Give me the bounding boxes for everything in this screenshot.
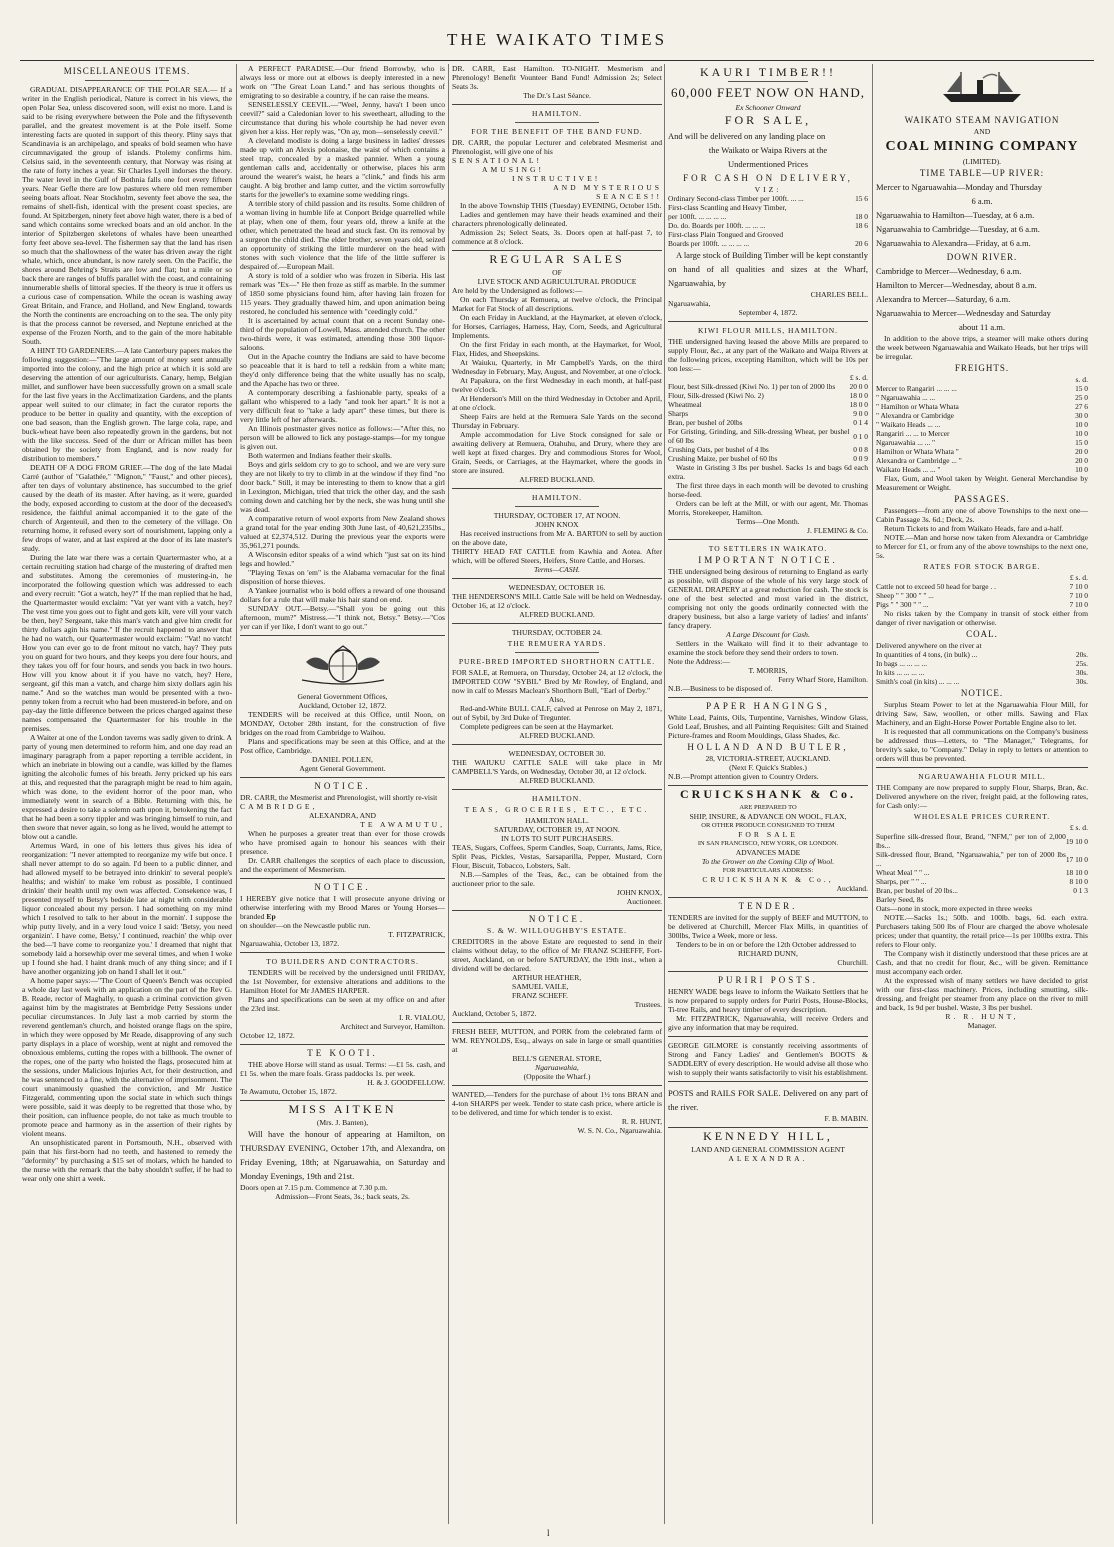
ad-subheading: HAMILTON HALL. xyxy=(525,816,589,825)
notice-text: DR. CARR, the Mesmerist and Phrenologist, will shortly re-visit xyxy=(240,793,438,802)
company-address: (Next F. Quick's Stables.) xyxy=(729,763,807,772)
ad-text: At Henderson's Mill on the third Wednesday in October and April, at one o'clock. xyxy=(452,394,662,412)
ad-heading: FOR SALE, xyxy=(724,113,812,127)
article-paragraph: A Waiter at one of the London taverns was sadly given to drink. A party of young men determined to reform him, and one day read an imaginary paragraph from a paper reporting a terrible accident, in which an inebriate in blowing out a candle, was killed by the flames igniting the alcoholic fumes of his breath. Jerry pricked up his ears at this, and requested that the paragraph might be read to him again, which was done, to the evident horror of the poor man, who immediately went in search of a Bible. Returning with this, he expressed a desire to take a solemn oath upon it, betokening the fact that he had been a sorry tippler and was bringing himself to ruin, and then swore that never again, so long as he lived, would he attempt to blow out a candle. xyxy=(22,733,232,841)
timetable-row: Hamilton to Mercer—Wednesday, about 8 a.m. xyxy=(876,280,1037,290)
ad-text: Return Tickets to and from Waikato Heads, fare and a-half. xyxy=(884,524,1064,533)
ad-heading: OF xyxy=(552,268,562,277)
ad-text: Ladies and gentlemen may have their heads examined and their characters phrenologically delineated. xyxy=(452,210,662,228)
section-heading: COAL. xyxy=(966,629,998,639)
company-name: HOLLAND AND BUTLER, xyxy=(687,742,849,752)
company-name: COAL MINING COMPANY xyxy=(885,139,1079,154)
ad-heading: PURIRI POSTS. xyxy=(717,975,819,985)
table-header: £ s. d. xyxy=(1069,573,1088,582)
column-five xyxy=(876,64,1088,1524)
ad-heading: REGULAR SALES xyxy=(489,252,625,266)
column-divider xyxy=(872,64,873,1524)
table-row: Silk-dressed flour, Brand, "Ngaruawahia," per ton of 2000 lbs ... 17 10 0 xyxy=(876,850,1088,868)
table-row: " Ngaruawahia ... ... 25 0 xyxy=(876,393,1088,402)
table-row: Mercer to Rangariri ... ... ... 15 0 xyxy=(876,384,1088,393)
table-row: Do. do. Boards per 100ft. ... ... ... 18 6 xyxy=(668,221,868,230)
ad-terms: Terms—CASH. xyxy=(534,565,580,574)
article-paragraph: DEATH OF A DOG FROM GRIEF.—The dog of the late Madai Carré (author of "Galathée," "Mignon," "Faust," and other pieces), after ten days of voluntary abstinence, has succumbed to the grief caused by the death of its master. After having, as it were, guarded the body, exposed according to custom at the door of the deceased's residence, the faithful animal accompanied it to the gate of the church of Argenteuil, and then to the cemetery of the village. On returning home, it refused every sort of nourishment, lapping only a few drops of water, and at last expired at the door of its late master's study. xyxy=(22,463,232,553)
ad-text: Surplus Steam Power to let at the Ngaruawahia Flour Mill, for driving Saw, Saw, woollen, or other mills. Sawing and Flax Machinery, and an Eight-Horse Power Portable Engine also to let. xyxy=(876,700,1088,727)
ad-heading: 60,000 FEET NOW ON HAND, xyxy=(671,85,865,100)
table-row: Bran, per bushel of 20 lbs... 0 1 3 xyxy=(876,886,1088,895)
ad-line: SEANCES!! xyxy=(596,192,662,201)
ad-text: Also, xyxy=(548,695,566,704)
ad-heading: TO SETTLERS IN WAIKATO. xyxy=(708,544,828,553)
ad-text: Delivered anywhere on the river at xyxy=(876,641,982,650)
ad-text: ARE PREPARED TO xyxy=(739,804,797,811)
sale-date: WEDNESDAY, OCTOBER 30. xyxy=(508,749,606,758)
ad-text: TENDERS are invited for the supply of BEEF and MUTTON, to be delivered at Churchill, Mercer Flax Mills, in quantities of 300lbs, Twice a Week, more or less. xyxy=(668,913,868,940)
place-heading: HAMILTON. xyxy=(531,109,583,118)
timetable-heading: TIME TABLE—UP RIVER: xyxy=(919,168,1045,178)
timetable-row: 6 a.m. xyxy=(971,196,993,206)
column-three xyxy=(452,64,662,1524)
timber-price-table xyxy=(668,194,868,248)
ad-text: A large stock of Building Timber will be kept constantly on hand of all qualities and sizes at the Wharf, Ngaruawahia, by xyxy=(668,250,868,288)
article-paragraph: A Yankee journalist who is bold offers a reward of one thousand dollars for a rule that will make his hair stand on end. xyxy=(240,586,445,604)
ad-text: At Papakura, on the first Wednesday in each month, at half-past twelve o'clock. xyxy=(452,376,662,394)
company-name: CRUICKSHANK & Co., xyxy=(702,875,834,884)
signature: ALFRED BUCKLAND. xyxy=(519,776,595,785)
ad-heading: MISS AITKEN xyxy=(288,1102,397,1116)
ad-heading: TENDER. xyxy=(738,901,798,911)
table-row: Bran, per bushel of 20lbs 0 1 4 xyxy=(668,418,868,427)
table-row: " Waikato Heads ... ... 10 0 xyxy=(876,420,1088,429)
sale-date: THURSDAY, OCTOBER 17, AT NOON. xyxy=(493,511,621,520)
ad-heading: TEAS, GROCERIES, ETC., ETC. xyxy=(464,805,650,814)
royal-coat-of-arms-icon xyxy=(288,642,398,686)
ad-heading: PURE-BRED IMPORTED SHORTHORN CATTLE. xyxy=(458,657,656,666)
ad-date: Auckland, October 5, 1872. xyxy=(452,1009,537,1018)
article-paragraph: It is ascertained by actual count that on a recent Sunday one-third of the population of Lowell, Mass. attended church. The other two-thirds were, it was estimated, attending those 300 liquor-saloons. xyxy=(240,316,445,352)
ad-subheading: (LIMITED). xyxy=(962,157,1002,166)
ad-text: ADVANCES MADE xyxy=(735,848,801,857)
timetable-row: Mercer to Ngaruawahia—Monday and Thursday xyxy=(876,182,1043,192)
ad-text: the Waikato or Waipa Rivers at the xyxy=(708,145,828,155)
page-mark: l xyxy=(547,1528,550,1538)
sale-date: THURSDAY, OCTOBER 24. xyxy=(511,628,603,637)
wholesale-price-table xyxy=(876,832,1088,895)
horse-brand: Ep xyxy=(266,912,276,921)
store-name: BELL'S GENERAL STORE, xyxy=(512,1054,602,1063)
table-row: First-class Plain Tongued and Grooved xyxy=(668,230,784,239)
signature-title: Manager. xyxy=(967,1021,997,1030)
ad-text: Waste in Gristing 3 lbs per bushel. Sacks 1s and bags 6d each extra. xyxy=(668,463,868,481)
ad-subheading: Ex Schooner Onward xyxy=(735,103,801,112)
table-row: Flour, Silk-dressed (Kiwi No. 2) 18 0 0 xyxy=(668,391,868,400)
tender-plans: Plans and specifications may be seen at this Office, and at the Post office, Cambridge. xyxy=(240,737,445,755)
signature: R. R. HUNT, xyxy=(945,1012,1019,1021)
ad-text: THE Company are now prepared to supply Flour, Sharps, Bran, &c. Delivered anywhere on the river, freight paid, at the following rates, for Cash only:— xyxy=(876,783,1088,810)
ad-text: Plans and specifications can be seen at my office on and after the 23rd inst. xyxy=(240,995,445,1013)
notice-date: Ngaruawahia, October 13, 1872. xyxy=(240,939,340,948)
column-divider xyxy=(664,64,665,1524)
notice-text: When he purposes a greater treat than ever for those crowds who have promised again to honour his seances with their presence. xyxy=(240,829,445,856)
ad-line: AND MYSTERIOUS xyxy=(553,183,662,192)
office-date: Auckland, October 12, 1872. xyxy=(298,701,387,710)
ad-text: Tenders to be in on or before the 12th October addressed to xyxy=(676,940,857,949)
ad-text: THE undersigned having leased the above Mills are prepared to supply Flour, &c., at any part of the Waikato and Waipa Rivers at the following prices, excepting Hamilton, which will be 10s per ton less:— xyxy=(668,337,868,373)
ad-subheading: LIVE STOCK AND AGRICULTURAL PRODUCE xyxy=(477,277,637,286)
notice-text: Dr. CARR challenges the sceptics of each place to discussion, and the experiment of Mesmerism. xyxy=(240,856,445,874)
section-heading: PASSAGES. xyxy=(954,494,1010,504)
article-paragraph: An Illinois postmaster gives notice as follows:—"After this, no person will be allowed to lick any postage-stamps—for my tongue is given out. xyxy=(240,424,445,451)
timetable-row: Ngaruawahia to Hamilton—Tuesday, at 6 a.m. xyxy=(876,210,1035,220)
ad-text: FRESH BEEF, MUTTON, and PORK from the celebrated farm of WM. REYNOLDS, Esq., always on sale in large or small quantities at xyxy=(452,1027,662,1054)
ad-text: In the above Township THIS (Tuesday) EVENING, October 15th. xyxy=(460,201,662,210)
ad-text: A Large Discount for Cash. xyxy=(726,630,810,639)
table-row: Flour, best Silk-dressed (Kiwi No. 1) per ton of 2000 lbs 20 0 0 xyxy=(668,382,868,391)
signature-title: Churchill. xyxy=(837,958,868,967)
column-four xyxy=(668,64,868,1524)
ad-text: At Waiuku, Quarterly, in Mr Campbell's Yards, on the third Wednesday in February, May, August, and November, at one o'clock. xyxy=(452,358,662,376)
ad-date: October 12, 1872. xyxy=(240,1031,295,1040)
ad-text: It is requested that all communications on the Company's business be addressed thus—Letters, to "The Manager," Telegrams, for brevity's sake, to "Company." Delay in reply to letters or attention to orders will thus be prevented. xyxy=(876,727,1088,763)
table-header: £ s. d. xyxy=(849,373,868,382)
timetable-row: Ngaruawahia to Mercer—Wednesday and Saturday xyxy=(876,308,1051,318)
ad-text: No risks taken by the Company in transit of stock either from danger of river navigation or otherwise. xyxy=(876,609,1088,627)
table-row: Wheatmeal 18 0 0 xyxy=(668,400,868,409)
article-paragraph: A HINT TO GARDENERS.—A late Canterbury papers makes the following suggestion:—"The large amount of money sent annually imported into the colony, and the high price at which it is sold are deserving the attention of our agriculturists. Canary, hemp, Belgian millet, and sunflower have been successfully grown on a small scale for the last five years in the Acclimatization Gardens, and the plants appear well suited to our climate; in fact the curator reports the produce to be better in quality and quantity, with the exception of one bad season, than the English grown. The large cola, rape, and buck-wheat have been also repeatedly grown in the gardens, but not with the like success. Seed of the durr or African millet has been obtained by the society from England, and is now ready for distribution to members." xyxy=(22,346,232,463)
ad-text: POSTS and RAILS FOR SALE. Delivered on any part of the river. xyxy=(668,1088,868,1112)
ad-line: AMUSING! xyxy=(482,165,544,174)
trustee-name: SAMUEL VAILE, xyxy=(512,982,569,991)
store-place: Ngaruawahia, xyxy=(535,1063,579,1072)
ad-text: Mr. FITZPATRICK, Ngaruawahia, will receive Orders and give any information that may be required. xyxy=(668,1014,868,1032)
signature: ALFRED BUCKLAND. xyxy=(519,475,595,484)
table-row: Wheat Meal " " ... 18 10 0 xyxy=(876,868,1088,877)
ad-text: On each Friday in Auckland, at the Haymarket, at eleven o'clock, for Horses, Carriages, Harness, Hay, Corn, Seeds, and Agricultural Implements. xyxy=(452,313,662,340)
signature-title: Ferry Wharf Store, Hamilton. xyxy=(778,675,868,684)
column-divider xyxy=(448,64,449,1524)
freight-table xyxy=(876,384,1088,474)
article-paragraph: "Playing Texas on 'em" is the Alabama vernacular for the final disposition of horse thieves. xyxy=(240,568,445,586)
table-row: Boards per 100ft. ... ... ... ... 20 6 xyxy=(668,239,868,248)
ad-text: Has received instructions from Mr A. BARTON to sell by auction on the above date, xyxy=(452,529,662,547)
ad-text: NOTE.—Man and horse now taken from Alexandra or Cambridge to Mercer for £1, or from any of the above townships to the next one, 5s. xyxy=(876,533,1088,560)
signature: T. MORRIS, xyxy=(748,666,788,675)
ad-text: On the first Friday in each month, at the Haymarket, for Wool, Flax, Hides, and Sheepskins. xyxy=(452,340,662,358)
notice-heading: NOTICE. xyxy=(314,781,371,791)
article-paragraph: A terrible story of child passion and its results. Some children of a woman living in humble life at Conport Bridge quarrelled while at play, when one of them, four years old, threw a knife at the other, which penetrated the head and stuck fast. On its removal by a surgeon the child died. The elder brother, seven years old, seized an opportunity of striking the little murderer on the head with stones with such violence that the life of the little sufferer is despaired of.—European Mail. xyxy=(240,199,445,271)
signature: F. B. MABIN. xyxy=(824,1114,868,1123)
masthead-rule xyxy=(20,60,1094,61)
coal-price-table xyxy=(876,650,1088,686)
ad-text: N.B.—Prompt attention given to Country Orders. xyxy=(668,772,819,781)
article-paragraph: Artemus Ward, in one of his letters thus gives his idea of reorganization: "I never attempted to reorganize my wife but once. I shall never attempt to do so again. I'd been to a public dinner, and had allowed myself to be betrayed into drinkin' to several people's healths; and wishin' to make 'em robust as possible, I continued drinkin' their health until my own was affected. Consekence was, I presented myself to Betsy's bedside late at night with considerable liquor concealed about my person. I had something on my mind which I resolved to talk to her about in the mornin'. I suppose the whip putty lively, and in a very loud voice I said: 'Betsy, you need organizin'. I have come, Betsy,' I continued, reachin' the whip over the bed—'I have come to reorganize you.' I dreamed that night that somebody laid a horsewhip over me several times, and when I woke up I found she had. I haint drank much of any thing since; and if I have another organizing job on hand I shall let it out." xyxy=(22,841,232,976)
place-heading: HAMILTON. xyxy=(531,493,583,502)
table-row: Sharps 9 0 0 xyxy=(668,409,868,418)
table-row: In quantities of 4 tons, (in bulk) ... 20s. xyxy=(876,650,1088,659)
table-row: Ngaruawahia ... ... " 15 0 xyxy=(876,438,1088,447)
ad-text: Are held by the Undersigned as follows:— xyxy=(452,286,583,295)
ad-text: Barley Seed, 8s xyxy=(876,895,924,904)
article-paragraph: Both watermen and Indians feather their skulls. xyxy=(248,451,393,460)
ad-text: THIRTY HEAD FAT CATTLE from Kawhia and Aotea. After which, will be offered Steers, Heifers, Store Cattle, and Horses. xyxy=(452,547,662,565)
ad-text: The Company wish it distinctly understood that these prices are at Cash, and that no credit for flour, &c., will be given. Remittance must accompany each order. xyxy=(876,949,1088,976)
article-paragraph: A comparative return of wool exports from New Zealand shows a grand total for the year ending 30th June last, of 40,621,235lbs., valued at £2,374,512. During the previous year the exports were 35,961,271 pounds. xyxy=(240,514,445,550)
stock-barge-table xyxy=(876,582,1088,609)
timetable-row: Ngaruawahia to Alexandra—Friday, at 6 a.m. xyxy=(876,238,1031,248)
ad-text: DR. CARR, the popular Lecturer and celebrated Mesmerist and Phrenologist, will give one of his xyxy=(452,138,662,156)
signature-title: Agent General Government. xyxy=(299,764,386,773)
section-heading: MISCELLANEOUS ITEMS. xyxy=(63,66,191,76)
ad-text: In addition to the above trips, a steamer will make others during the week between Ngaruawahia and Waikato Heads, but her trips will be irregular. xyxy=(876,334,1088,361)
ad-text: NOTE.—Sacks 1s.; 50lb. and 100lb. bags, 6d. each extra. Purchasers taking 500 lbs of Flour are charged the above wholesale prices; under that quantity, the retail price—1s per 100lbs extra. This refers to Flour only. xyxy=(876,913,1088,949)
ad-text: Complete pedigrees can be seen at the Haymarket. xyxy=(460,722,614,731)
ad-subheading: IN LOTS TO SUIT PURCHASERS. xyxy=(500,834,614,843)
ad-date: Te Awamutu, October 15, 1872. xyxy=(240,1087,337,1096)
notice-text: on shoulder—on the Newcastle public run. xyxy=(240,921,371,930)
table-row: " Hamilton or Whata Whata 27 6 xyxy=(876,402,1088,411)
ad-heading: S. & W. WILLOUGHBY'S ESTATE. xyxy=(486,926,628,935)
sale-date: WEDNESDAY, OCTOBER 16. xyxy=(508,583,606,592)
notice-heading: NOTICE. xyxy=(314,882,371,892)
ad-text: Undermentioned Prices xyxy=(727,159,809,169)
table-row: Crushing Oats, per bushel of 4 lbs 0 0 8 xyxy=(668,445,868,454)
ad-text: Admission 2s; Select Seats, 3s. Doors open at half-past 7, to commence at 8 o'clock. xyxy=(452,228,662,246)
ad-terms: Terms—One Month. xyxy=(736,517,800,526)
table-row: Alexandra or Cambridge ... " 20 0 xyxy=(876,456,1088,465)
article-paragraph: SUNDAY OUT.—Betsy.—"Shall you be going out this afternoon, mum?" Mistress.—"I think not, Betsy." Betsy.—"Cos yer can if yer like, I don't want to go out." xyxy=(240,604,445,631)
article-paragraph: A home paper says:—"The Court of Queen's Bench was occupied a whole day last week with an application on the part of the Rev G. B. Reade, rector of Maghally, to quash a criminal conviction given against him by the magistrates at Bembridge Petty Sessions under peculiar circumstances. In July last a mob carried by storm the reverend gentleman's church, and hoisted orange flags on the spire, in which they were opposed by Mr Reade, disapproving of any such party displays in a place of worship, went at night and removed the obnoxious emblems, cutting the ropes with a billhook. The owner of the ropes, one of the party who hoisted the flags, prosecuted him at the sessions, under Malicious Injuries Act, for their destruction, and he was sentenced to a fine, with the alternative of imprisonment. The court unanimously quashed the conviction, and Mr Justice Fitzgerald, commenting upon the social state in which such things were possible, said it was deeply to be regretted that those who, by their position, can influence people, do not take as much trouble to promote peace and harmony as in the assertion of their rights by violent means. xyxy=(22,976,232,1138)
ad-text: Orders can be left at the Mill, or with our agent, Mr. Thomas Morris, Storekeeper, Hamilton. xyxy=(668,499,868,517)
signature: RICHARD DUNN, xyxy=(738,949,798,958)
flour-price-table xyxy=(668,382,868,463)
ad-text: GEORGE GILMORE is constantly receiving assortments of Strong and Fancy Ladies' and Gentlemen's BOOTS & SADDLERY of every description. He would advise all those who wish to supply their wants satisfactorily to visit his establishment. xyxy=(668,1041,868,1077)
town-name: TE AWAMUTU, xyxy=(360,820,445,829)
table-row: Smith's coal (in kits) ... ... ... 30s. xyxy=(876,677,1088,686)
company-address: 28, VICTORIA-STREET, AUCKLAND. xyxy=(705,754,831,763)
ad-text: Flax, Gum, and Wool taken by Weight. General Merchandise by Measurement or Weight. xyxy=(876,474,1088,492)
table-row: Crushing Maize, per bushel of 60 lbs 0 0 9 xyxy=(668,454,868,463)
table-row: Ordinary Second-class Timber per 100ft. ... ... 15 6 xyxy=(668,194,868,203)
section-heading: FREIGHTS. xyxy=(954,363,1010,373)
table-row: Rangariri ... ... to Mercer 10 0 xyxy=(876,429,1088,438)
table-row: Waikato Heads ... ... " 10 0 xyxy=(876,465,1088,474)
ad-text: FOR SALE xyxy=(738,830,798,839)
ad-text: WANTED,—Tenders for the purchase of about 1½ tons BRAN and 4-ton SHARPS per week. Tender to state cash price, where article is to be delivered, and time for which tender is to exist. xyxy=(452,1090,662,1117)
timetable-heading: DOWN RIVER. xyxy=(946,252,1018,262)
table-row: Hamilton or Whata Whata " 20 0 xyxy=(876,447,1088,456)
place-heading: HAMILTON. xyxy=(531,794,583,803)
town-name: CAMBRIDGE, xyxy=(240,802,318,811)
ad-subheading: VIZ: xyxy=(754,185,782,194)
signature: ALFRED BUCKLAND. xyxy=(519,731,595,740)
trustee-name: ARTHUR HEATHER, xyxy=(512,973,582,982)
table-row: " Alexandra or Cambridge 30 0 xyxy=(876,411,1088,420)
ad-text: Sheep Fairs are held at the Remuera Sale Yards on the second Thursday in February. xyxy=(452,412,662,430)
signature: R. R. HUNT, xyxy=(621,1117,662,1126)
office-name: General Government Offices, xyxy=(297,692,388,701)
tender-notice: TENDERS will be received at this Office, until Noon, on MONDAY, October 28th instant, for the construction of five bridges on the road from Cambridge to Waihou. xyxy=(240,710,445,737)
ad-text: OR OTHER PRODUCE CONSIGNED TO THEM xyxy=(701,822,835,829)
section-heading: RATES FOR STOCK BARGE. xyxy=(923,562,1041,571)
ad-text: HENRY WADE begs leave to inform the Waikato Settlers that he is now prepared to supply orders for Puriri Posts, House-Blocks, Ti-tree Rails, and heavy timber of every description. xyxy=(668,987,868,1014)
ad-text: Red-and-White BULL CALF, calved at Penrose on May 2, 1871, out of Sybil, by 3rd Duke of Tregunter. xyxy=(452,704,662,722)
ad-text: On each Thursday at Remuera, at twelve o'clock, the Principal Market for Fat Stock of all descriptions. xyxy=(452,295,662,313)
article-paragraph: SENSELESSLY CEEVIL.—"Weel, Jenny, hava't I been unco ceevil?" said a Caledonian lover to his sweetheart, alluding to the circumstance that during his whole courtship he had never even given her a kiss. Her reply was, "On ay, mon—senselessly ceevil." xyxy=(240,100,445,136)
ad-text: N.B.—Business to be disposed of. xyxy=(668,684,773,693)
column-two xyxy=(240,64,445,1524)
ad-place: Ngaruawahia, xyxy=(668,299,711,308)
ad-text: TEAS, Sugars, Coffees, Sperm Candles, Soap, Currants, Jams, Rice, Split Peas, Pickles, Vestas, Sarsaparilla, Pepper, Mustard, Corn Flour, Biscuit, Tobacco, Lobsters, Salt. xyxy=(452,843,662,870)
ad-text: The first three days in each month will be devoted to crushing horse-feed. xyxy=(668,481,868,499)
notice-heading: NOTICE. xyxy=(528,914,586,924)
trustee-name: FRANZ SCHEFF. xyxy=(512,991,568,1000)
ad-text: Passengers—from any one of above Townships to the next one—Cabin Passage 3s. 6d.; Deck, 2s. xyxy=(876,506,1088,524)
steamship-icon xyxy=(937,70,1027,106)
timetable-row: Alexandra to Mercer—Saturday, 6 a.m. xyxy=(876,294,1011,304)
table-row: In bags ... ... ... ... 25s. xyxy=(876,659,1088,668)
table-header: s. d. xyxy=(1075,375,1088,384)
signature-title: Auctioneer. xyxy=(626,897,662,906)
ad-text: To the Grower on the Coming Clip of Wool. xyxy=(701,857,835,866)
ad-text: Admission—Front Seats, 3s.; back seats, 2s. xyxy=(275,1192,410,1201)
notice-text: I HEREBY give notice that I will prosecute anyone driving or otherwise interfering with my Brood Mares or Young Horses—branded Ep xyxy=(240,894,445,921)
article-paragraph: GRADUAL DISAPPEARANCE OF THE POLAR SEA.— If a writer in the English periodical, Nature is correct in his views, the open Polar Sea, unless discovered soon, will exist no more. Land is said to be rising everywhere between the Pole and the fiftyseventh parallel, and the greatest movement is at the Pole itself. Some interesting facts are quoted in support of this theory. Pliny says that Scandinavia is an archipelago, and speaks of bold seamen who have circumnavigated the group of islands. Ptolemy confirms him. Celsius said, in the seventeenth century, that Norway was rising at the rate of forty inches a year. Sir Charles Lyell indorses the theory. The water level in the Gulf of Bothnia falls one foot every fifteen years. Near Gefle there are low pastures where old men remember seeing boats afloat. Near Stockholm, seventy feet above the sea, the remains of shell-fish, identical with the present coast species, are found. At Spitzbergen, ninety feet above high water, there is a bed of sand which contains some wrecked boats and an old anchor. In the interior of Spitzbergen skeletons of whales have been unearthed forty feet above sea-level. The fishermen say that the land has risen so much that the shallowness of the water has driven away the right whale, which, once abundant, is now rarely seen. On the Pacific, the shores around Behring's Straits are low and flat; but a mile or so back there are ranges of bluffs parallel with the coast, and containing innumerable shells of littoral species. If the theory is true it offers us a curious case of compensation. While the ocean is washing away Great Britain, and France, and Holland, and New England, towards the North the continents are encroaching on to the sea. The only pity is that the process cannot be reversed, and Neptune enriched at the expense of the Frozen North, and to the gain of the more habitable South. xyxy=(22,85,232,346)
table-row: First-class Scantling and Heavy Timber, xyxy=(668,203,787,212)
ad-heading: KIWI FLOUR MILLS, HAMILTON. xyxy=(697,326,839,335)
ad-text: The Dr.'s Last Séance. xyxy=(523,91,591,100)
ad-text: SHIP, INSURE, & ADVANCE ON WOOL, FLAX, xyxy=(689,812,847,821)
ad-text: FOR PARTICULARS ADDRESS: xyxy=(722,867,814,874)
ad-subheading: (Mrs. J. Banten), xyxy=(316,1118,369,1127)
ad-heading: TE KOOTI. xyxy=(307,1048,378,1058)
ad-heading: IMPORTANT NOTICE. xyxy=(698,555,838,565)
signature: I. R. VIALOU, xyxy=(398,1013,445,1022)
section-heading: NGARUAWAHIA FLOUR MILL. xyxy=(918,772,1046,781)
ad-text: Note the Address:— xyxy=(668,657,731,666)
section-heading: WHOLESALE PRICES CURRENT. xyxy=(913,812,1051,821)
article-paragraph: A PERFECT PARADISE.—Our friend Borrowby, who is always less or more out at elbows is deeply interested in a new work on "The Great Loan Land." and has serious thoughts of emigrating to so desirable a country, if he can raise the means. xyxy=(240,64,445,100)
signature-title: Trustees. xyxy=(634,1000,662,1009)
timetable-row: Ngaruawahia to Cambridge—Tuesday, at 6 a.m. xyxy=(876,224,1040,234)
table-row: Superfine silk-dressed flour, Brand, "NFM," per ton of 2,000 lbs... 19 10 0 xyxy=(876,832,1088,850)
ad-heading: FOR CASH ON DELIVERY, xyxy=(683,173,853,183)
ad-text: THE WAIUKU CATTLE SALE will take place in Mr CAMPBELL'S Yards, on Wednesday, October 30, at 12 o'clock. xyxy=(452,758,662,776)
table-row: per 100ft. ... ... ... ... 18 0 xyxy=(668,212,868,221)
signature: H. & J. GOODFELLOW. xyxy=(367,1078,445,1087)
article-paragraph: A Wisconsin editor speaks of a wind which "just sat on its hind legs and howled." xyxy=(240,550,445,568)
timetable-row: about 11 a.m. xyxy=(959,322,1005,332)
ad-subheading: ALEXANDRA. xyxy=(728,1154,808,1163)
signature-title: Architect and Surveyor, Hamilton. xyxy=(340,1022,445,1031)
ad-text: Will have the honour of appearing at Hamilton, on THURSDAY EVENING, October 17th, and Alexandra, on Friday Evening, 18th; at Ngaruawahia, on Saturday and Monday Evenings, 19th and 21st. xyxy=(240,1129,445,1181)
ad-text: And will be delivered on any landing place on xyxy=(668,131,826,141)
ad-heading: KENNEDY HILL, xyxy=(703,1129,833,1143)
signature: J. FLEMING & Co. xyxy=(807,526,868,535)
signature: JOHN KNOX, xyxy=(616,888,662,897)
article-paragraph: An unsophisticated parent in Portsmouth, N.H., observed with pain that his first-born had no teeth, and hastened to remedy the "deformity" by purchasing a $15 set of molars, which he handed to the nurse with the remark that the baby shouldn't suffer, if he had to wear only one shirt a week. xyxy=(22,1138,232,1183)
table-row: In kits ... ... ... ... 30s. xyxy=(876,668,1088,677)
article-paragraph: Out in the Apache country the Indians are said to have become so peaceable that it is hard to tell a redskin from a white man; they'd only difference being that the white usually has no scalp, and the Apache has two or three. xyxy=(240,352,445,388)
table-row: Sharps, per " " ... 8 10 0 xyxy=(876,877,1088,886)
ad-heading: THE REMUERA YARDS. xyxy=(507,639,607,648)
ad-heading: PAPER HANGINGS, xyxy=(706,701,830,711)
table-row: Sheep " " 300 " " ... 7 10 0 xyxy=(876,591,1088,600)
signature-title: W. S. N. Co., Ngaruawahia. xyxy=(577,1126,662,1135)
signature: ALFRED BUCKLAND. xyxy=(519,610,595,619)
ad-text: FOR SALE, at Remuera, on Thursday, October 24, at 12 o'clock, the IMPORTED COW "SYBIL" Bred by Mr Rowley, of England, and now in calf to Messrs Maclean's Shorthorn Bull, "Earl of Derby." xyxy=(452,668,662,695)
ad-text: THE above Horse will stand as usual. Terms: —£1 5s. cash, and £1 5s. when the mare foals. Grass paddocks 1s. per week. xyxy=(240,1060,445,1078)
article-paragraph: A story is told of a soldier who was frozen in Siberia. His last remark was "Ex—" He then froze as stiff as marble. In the summer of 1850 some physicians found him, after having lain frozen for 115 years. They gradually thawed him, and upon animation being restored, he concluded his sentence with "ceedingly cold." xyxy=(240,271,445,316)
ad-text: DR. CARR, East Hamilton. TO-NIGHT. Mesmerism and Phrenology! Benefit Vounteer Band Fund! Admission 2s; Select Seats 3s. xyxy=(452,64,662,91)
ad-text: Doors open at 7.15 p.m. Commence at 7.30 p.m. xyxy=(240,1183,388,1192)
auctioneer-name: JOHN KNOX xyxy=(535,520,579,529)
company-name: WAIKATO STEAM NAVIGATION xyxy=(904,115,1060,125)
ad-text: N.B.—Samples of the Teas, &c., can be obtained from the auctioneer prior to the sale. xyxy=(452,870,662,888)
article-paragraph: During the late war there was a certain Quartermaster who, at a certain recruiting station had charge of the mustering of drafted men and substitutes. Among the ceremonies of mustering-in, he incorporated the following question which was addressed to each and every recruit: "Got a watch, hey?" If the man replied that he had, the Quartermaster would exclaim: "Vat yer want vith a vatch, hey? The vest time you goes out to fight and gets kilt, vere vill your vatch be then, hey? Sergeant, take this man's vatch and give him credit for thirty dollars agin his name." If the recruit happened to answer that he had no watch, our Quartermaster would exclaim: "Vat! no vatch! How you can ever go to de front mitout no vatch, hay? They puts you on guard for two hours, and they keeps you dere four hours, and they takes you off for four hours, and sends you back in two hours. How vill you know about it if you have no vatch, hey? Here, sergeant, gif this man a vatch, and charge him sixty dollars agin his name." And so the watches man would be presented with a two-penny token from a recruit who had been mustered-in before, and on pay-day the little difference between the prices charged against these names compensated the Quartermaster for his trouble in the premises. xyxy=(22,553,232,733)
ad-heading: KAURI TIMBER!! xyxy=(699,65,837,79)
ad-heading: TO BUILDERS AND CONTRACTORS. xyxy=(266,957,419,966)
ad-text: CREDITORS in the above Estate are requested to send in their claims without delay, to the office of Mr FRANZ SCHEFFF, Fort-street, Auckland, on or before SATURDAY, the 19th inst., when a dividend will be declared. xyxy=(452,937,662,973)
ad-text: Settlers in the Waikato will find it to their advantage to examine the stock before they send their orders to town. xyxy=(668,639,868,657)
signature: DANIEL POLLEN, xyxy=(312,755,373,764)
article-paragraph: Boys and girls seldom cry to go to school, and we are very sure they are not likely to try to climb in at the window if they find "no door back." Still, it may be interesting to them to know that a girl in Lexington, Michigan, tried that trick the other day, and the sash coming down and catching her by the neck, she was hung until she was dead. xyxy=(240,460,445,514)
table-header: £ s. d. xyxy=(1069,823,1088,832)
signature: T. FITZPATRICK, xyxy=(388,930,445,939)
store-place: (Opposite the Wharf.) xyxy=(523,1072,591,1081)
notice-heading: NOTICE. xyxy=(960,688,1004,698)
article-paragraph: A contemporary describing a fashionable party, speaks of a gallant who whispered to a lady "and took her apart." It is not a very difficult feat to "take a lady apart" these times, but there is very little left of her afterwards. xyxy=(240,388,445,424)
article-paragraph: A cleveland modiste is doing a large business in ladies' dresses made up with an Alexis polonaise, the waist of which contains a steel trap, concealed by a masked pannier. When a young gentleman calls and, accidentally or otherwise, places his arm around the wearer's waist, he hears a "clink," and finds his arm caught. A big brother and lamp cutter, and the victim sorrowfully starts for the jeweller's to examine some wedding rings. xyxy=(240,136,445,199)
ad-text: IN SAN FRANCISCO, NEW YORK, OR LONDON. xyxy=(697,840,839,847)
column-miscellaneous xyxy=(22,64,232,1524)
ad-line: INSTRUCTIVE! xyxy=(512,174,601,183)
ad-text: THE HENDERSON'S MILL Cattle Sale will be held on Wednesday, October 16, at 12 o'clock. xyxy=(452,592,662,610)
ad-subheading: LAND AND GENERAL COMMISSION AGENT xyxy=(691,1145,845,1154)
ad-text: At the expressed wish of many settlers we have decided to grist with our first-class machinery. Prices, including smutting, silk-dressing, and freight per steamer from any place on the river to mill and back, 1s 9d per bushel. Waste, 3 lbs per bushel. xyxy=(876,976,1088,1012)
masthead: THE WAIKATO TIMES xyxy=(446,30,668,49)
sale-date: SATURDAY, OCTOBER 19, AT NOON. xyxy=(494,825,620,834)
timetable-row: Cambridge to Mercer—Wednesday, 6 a.m. xyxy=(876,266,1022,276)
ad-line: SENSATIONAL! xyxy=(452,156,542,165)
town-name: ALEXANDRA, AND xyxy=(308,811,377,820)
company-name: CRUICKSHANK & Co. xyxy=(679,787,856,801)
signature: CHARLES BELL. xyxy=(810,290,868,299)
table-row: Pigs " " 300 " " ... 7 10 0 xyxy=(876,600,1088,609)
ad-heading: FOR THE BENEFIT OF THE BAND FUND. xyxy=(471,127,643,136)
ad-text: Oats—none in stock, more expected in three weeks xyxy=(876,904,1033,913)
ad-text: Ample accommodation for Live Stock consigned for sale or awaiting delivery at Remuera, Otahuhu, and Drury, where they are well kept at fixed charges. Dry and commodious Stores for Wool, Grain, Seeds, or Carriages, at the Haymarket, where the goods in store are insured. xyxy=(452,430,662,475)
ad-text: AND xyxy=(973,127,991,136)
ad-text: THE undersigned being desirous of returning to England as early as possible, will dispose of the whole of his very large stock of GENERAL DRAPERY at a great reduction for cash. The stock is one of the best selected and most varied in the district, comprising not only the goods ordinarily connected with the drapery business, but also a large variety of ladies' and infants' fancy drapery. xyxy=(668,567,868,630)
table-row: Cattle not to exceed 50 head for barge . . 7 10 0 xyxy=(876,582,1088,591)
table-row: For Gristing, Grinding, and Silk-dressing Wheat, per bushel of 60 lbs 0 1 0 xyxy=(668,427,868,445)
company-address: Auckland. xyxy=(836,884,868,893)
ad-date: September 4, 1872. xyxy=(738,308,798,317)
ad-text: White Lead, Paints, Oils, Turpentine, Varnishes, Window Glass, Gold Leaf, Brushes, and all Painting Requisites: Gilt and Stained Picture-frames and Room Mouldings, Glass Shades, &c. xyxy=(668,713,868,740)
column-divider xyxy=(236,64,237,1524)
ad-text: TENDERS will be received by the undersigned until FRIDAY, the 1st November, for extensive alterations and additions to the Hamilton Hotel for Mr JAMES HARPER. xyxy=(240,968,445,995)
